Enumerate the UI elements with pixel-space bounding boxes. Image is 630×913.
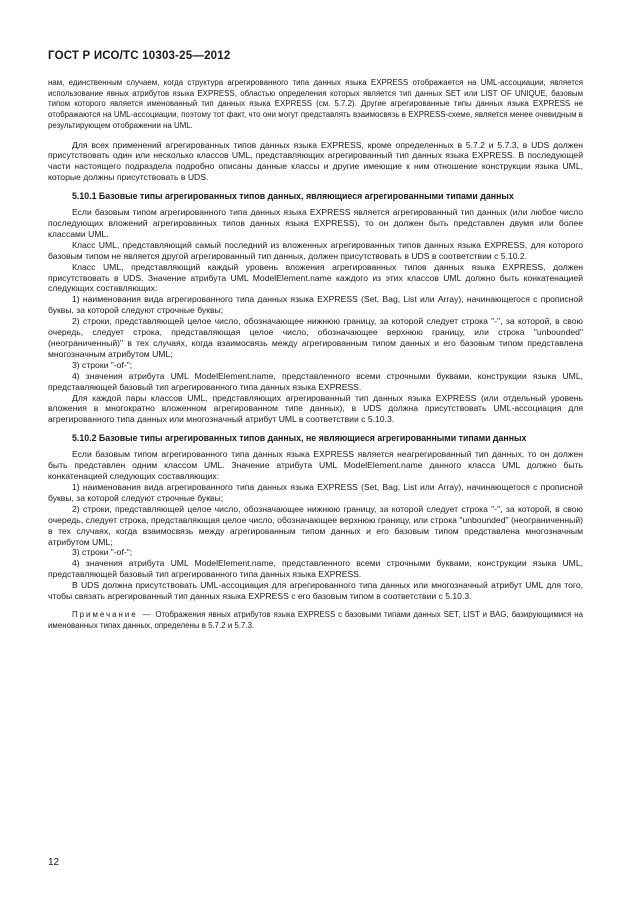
note-paragraph — [48, 610, 583, 631]
list-item: 4) значения атрибута UML ModelElement.name, представленного всеми строчными буквами, конструкции языка UML, представляющей базовый тип агрегированного типа данных языка EXPRESS. — [48, 370, 583, 392]
page-body — [48, 78, 583, 631]
section-5-10-2-paragraph-2: В UDS должна присутствовать UML-ассоциация для агрегированного типа данных или многозначный атрибут UML для того, чтобы связать агрегированный тип данных языка EXPRESS с его базовым типом в соответствии с 5.10.3. — [48, 580, 583, 602]
intro-paragraph: Для всех применений агрегированных типов данных языка EXPRESS, кроме определенных в 5.7.2 и 5.7.3, в UDS должен присутствовать один или несколько классов UML, представляющих агрегированный тип данных языка EXPRESS. В последующей части настоящего подраздела подробно описаны данные классы и другие имеющие к ним отношение конструкции языка UML, которые должны присутствовать в UDS. — [48, 139, 583, 183]
note-label: Примечание — — [72, 609, 153, 619]
section-heading-5-10-1: 5.10.1 Базовые типы агрегированных типов данных, являющиеся агрегированными типами данных — [72, 191, 514, 202]
list-item: 4) значения атрибута UML ModelElement.name, представленного всеми строчными буквами, конструкции языка UML, представляющей базовый тип агрегированного типа данных языка EXPRESS. — [48, 558, 583, 580]
intro-paragraph-continued: нам, единственным случаем, когда структура агрегированного типа данных языка EXPRESS отображается на UML-ассоциации, является использование явных атрибутов языка EXPRESS, областью определения которых является тип данных SET или LIST OF UNIQUE, базовым типом которого является именованный тип данных языка EXPRESS (см. 5.7.2). Другие агрегированные типы данных языка EXPRESS не отображаются на UML-ассоциации, поэтому тот факт, что они могут представлять взаимосвязь в EXPRESS-схеме, является менее очевидным в результирующем отображении на UML. — [48, 78, 583, 130]
page-number: 12 — [48, 857, 60, 868]
list-item: 2) строки, представляющей целое число, обозначающее нижнюю границу, за которой следует строка "-", за которой, в свою очередь, следует строка, представляющая целое число, обозначающее верхнюю границу, или строка "unbounded" (неограниченный)" в тех случаях, когда взаимосвязь между агрегированным типом данных и его базовым типом представлена многозначным атрибутом UML; — [48, 316, 583, 359]
section-5-10-1-paragraph-1: Если базовым типом агрегированного типа данных языка EXPRESS является агрегированный тип данных (или любое число последующих вложений агрегированных типов данных языка EXPRESS), то он должен быть представлен двумя или более классами UML. — [48, 207, 583, 239]
section-5-10-2-paragraph-1: Если базовым типом агрегированного типа данных языка EXPRESS является неагрегированный тип данных, то он должен быть представлен одним классом UML. Значение атрибута UML ModelElement.name данного класса UML должно быть конкатенацией следующих составляющих: — [48, 449, 583, 482]
list-item: 1) наименования вида агрегированного типа данных языка EXPRESS (Set, Bag, List или Array), начинающегося с прописной буквы, за которой следуют строчные буквы; — [48, 481, 583, 503]
section-5-10-1-paragraph-4: Для каждой пары классов UML, представляющих агрегированный тип данных языка EXPRESS (или отдельный уровень вложения в многократно вложенном агрегированном типе данных), в UDS должна присутствовать UML-ассоциация для агрегированного типа данных или многозначный атрибут UML в соответствии с 5.10.3. — [48, 392, 583, 425]
list-item: 2) строки, представляющей целое число, обозначающее нижнюю границу, за которой следует строка "-", за которой, в свою очередь, следует строка, представляющая целое число, обозначающее верхнюю границу, или строка "unbounded" (неограниченный) в тех случаях, когда взаимосвязь между агрегированным типом данных и его базовым типом представлена многозначным атрибутом UML; — [48, 503, 583, 547]
section-5-10-1-paragraph-2: Класс UML, представляющий самый последний из вложенных агрегированных типов данных языка EXPRESS, для которого базовым типом не является другой агрегированный тип данных, должен присутствовать в UDS в соответствии с 5.10.2. — [48, 239, 583, 261]
list-item: 3) строки "-of-"; — [72, 547, 133, 558]
list-item: 3) строки "-of-"; — [72, 359, 133, 370]
list-item: 1) наименования вида агрегированного типа данных языка EXPRESS (Set, Bag, List или Array), начинающегося с прописной буквы, за которой следуют строчные буквы; — [48, 294, 583, 316]
section-5-10-1-paragraph-3: Класс UML, представляющий каждый уровень вложения агрегированных типов данных языка EXPRESS, должен присутствовать в UDS. Значение атрибута UML ModelElement.name каждого из этих классов UML должно быть конкатенацией следующих составляющих: — [48, 261, 583, 294]
section-heading-5-10-2: 5.10.2 Базовые типы агрегированных типов данных, не являющиеся агрегированными типами данных — [72, 433, 527, 444]
note-text: Отображения явных атрибутов языка EXPRESS с базовыми типами данных SET, LIST и BAG, базирующимися на именованных типах данных, определены в 5.7.2 и 5.7.3. — [48, 609, 583, 630]
document-header: ГОСТ Р ИСО/ТС 10303-25—2012 — [48, 50, 231, 62]
